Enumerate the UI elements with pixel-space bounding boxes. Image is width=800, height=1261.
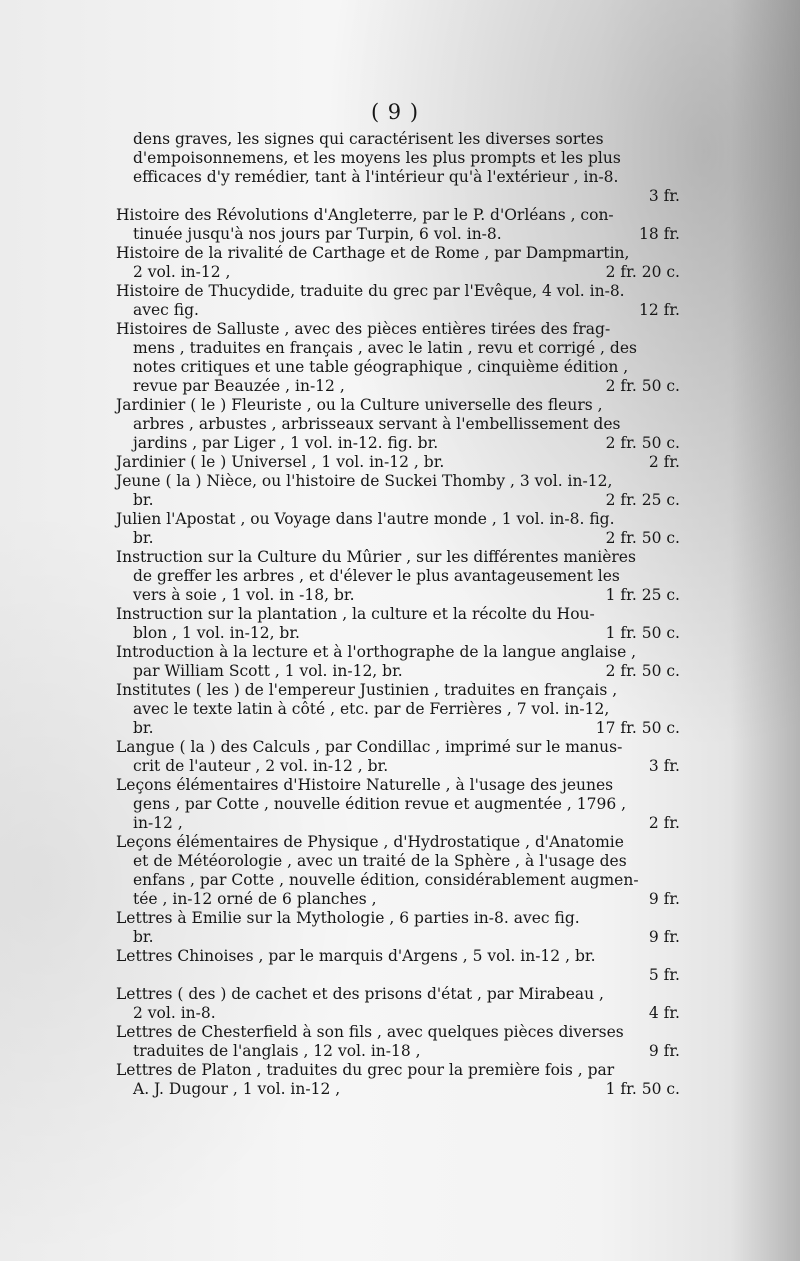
entry-text: Jardinier ( le ) Fleuriste , ou la Culture universelle des fleurs , bbox=[116, 396, 603, 414]
entry-text: Lettres de Chesterfield à son fils , avec quelques pièces diverses bbox=[116, 1023, 624, 1041]
catalog-entry bbox=[116, 738, 680, 776]
entry-continuation-line bbox=[116, 168, 680, 187]
entry-text: Jardinier ( le ) Universel , 1 vol. in-12 , br. bbox=[116, 453, 445, 471]
catalog-entry bbox=[116, 776, 680, 833]
entry-title-line bbox=[116, 472, 680, 491]
entry-price: 1 fr. 50 c. bbox=[605, 624, 680, 642]
entry-continuation-line bbox=[116, 757, 680, 776]
entry-text: br. bbox=[133, 719, 154, 737]
catalog-entry bbox=[116, 1061, 680, 1099]
entry-text: Leçons élémentaires de Physique , d'Hydrostatique , d'Anatomie bbox=[116, 833, 624, 851]
entry-price: 3 fr. bbox=[648, 757, 680, 775]
entry-text: enfans , par Cotte , nouvelle édition, considérablement augmen- bbox=[133, 871, 639, 889]
entry-title-line bbox=[116, 947, 680, 966]
entry-text: mens , traduites en français , avec le latin , revu et corrigé , des bbox=[133, 339, 637, 357]
entry-continuation-line bbox=[116, 871, 680, 890]
catalog-entry bbox=[116, 206, 680, 244]
entry-text: vers à soie , 1 vol. in -18, br. bbox=[133, 586, 355, 604]
entry-price: 12 fr. bbox=[638, 301, 680, 319]
entry-text: notes critiques et une table géographique , cinquième édition , bbox=[133, 358, 629, 376]
entry-title-line bbox=[116, 282, 680, 301]
entry-price: 2 fr. 50 c. bbox=[605, 662, 680, 680]
entry-text: br. bbox=[133, 928, 154, 946]
entry-text: crit de l'auteur , 2 vol. in-12 , br. bbox=[133, 757, 389, 775]
entry-continuation-line bbox=[116, 358, 680, 377]
entry-text: jardins , par Liger , 1 vol. in-12. fig. br. bbox=[133, 434, 439, 452]
catalog-entry bbox=[116, 510, 680, 548]
entry-title-line bbox=[116, 320, 680, 339]
entry-price: 9 fr. bbox=[648, 928, 680, 946]
entry-price: 2 fr. bbox=[648, 814, 680, 832]
entry-text: tinuée jusqu'à nos jours par Turpin, 6 vol. in-8. bbox=[133, 225, 502, 243]
entry-text: A. J. Dugour , 1 vol. in-12 , bbox=[133, 1080, 341, 1098]
catalog-entry bbox=[116, 244, 680, 282]
entry-text: par William Scott , 1 vol. in-12, br. bbox=[133, 662, 403, 680]
entry-price: 17 fr. 50 c. bbox=[595, 719, 680, 737]
entry-text: arbres , arbustes , arbrisseaux servant à l'embellissement des bbox=[133, 415, 621, 433]
entry-text: blon , 1 vol. in-12, br. bbox=[133, 624, 300, 642]
entry-title-line bbox=[116, 206, 680, 225]
entry-text: Introduction à la lecture et à l'orthographe de la langue anglaise , bbox=[116, 643, 637, 661]
page-number: ( 9 ) bbox=[370, 100, 420, 124]
catalog-text bbox=[116, 130, 680, 1099]
entry-price: 5 fr. bbox=[648, 966, 680, 984]
entry-price: 18 fr. bbox=[638, 225, 680, 243]
entry-price: 4 fr. bbox=[648, 1004, 680, 1022]
entry-text: Lettres de Platon , traduites du grec pour la première fois , par bbox=[116, 1061, 615, 1079]
entry-title-line bbox=[116, 985, 680, 1004]
entry-continuation-line bbox=[116, 586, 680, 605]
entry-continuation-line bbox=[116, 1080, 680, 1099]
entry-title-line bbox=[116, 396, 680, 415]
catalog-entry bbox=[116, 396, 680, 453]
catalog-entry bbox=[116, 947, 680, 985]
entry-title-line bbox=[116, 681, 680, 700]
entry-continuation-line bbox=[116, 434, 680, 453]
catalog-entry bbox=[116, 320, 680, 396]
entry-price: 1 fr. 25 c. bbox=[605, 586, 680, 604]
catalog-entry bbox=[116, 681, 680, 738]
entry-text: d'empoisonnemens, et les moyens les plus prompts et les plus bbox=[133, 149, 621, 167]
entry-text: Histoire de la rivalité de Carthage et de Rome , par Dampmartin, bbox=[116, 244, 630, 262]
entry-price: 9 fr. bbox=[648, 890, 680, 908]
entry-price: 2 fr. 50 c. bbox=[605, 377, 680, 395]
entry-text: Lettres à Emilie sur la Mythologie , 6 parties in-8. avec fig. bbox=[116, 909, 580, 927]
entry-continuation-line bbox=[116, 149, 680, 168]
catalog-entry bbox=[116, 130, 680, 206]
entry-text: 2 vol. in-12 , bbox=[133, 263, 231, 281]
entry-title-line bbox=[116, 776, 680, 795]
entry-text: et de Météorologie , avec un traité de la Sphère , à l'usage des bbox=[133, 852, 627, 870]
entry-continuation-line bbox=[116, 263, 680, 282]
entry-title-line bbox=[116, 833, 680, 852]
entry-text: br. bbox=[133, 529, 154, 547]
entry-text: tée , in-12 orné de 6 planches , bbox=[133, 890, 377, 908]
entry-continuation-line bbox=[116, 700, 680, 719]
entry-text: Leçons élémentaires d'Histoire Naturelle , à l'usage des jeunes bbox=[116, 776, 614, 794]
entry-title-line bbox=[116, 1023, 680, 1042]
entry-text: Institutes ( les ) de l'empereur Justinien , traduites en français , bbox=[116, 681, 618, 699]
entry-price: 2 fr. bbox=[648, 453, 680, 471]
catalog-entry bbox=[116, 472, 680, 510]
entry-continuation-line bbox=[116, 1042, 680, 1061]
entry-text: Instruction sur la plantation , la culture et la récolte du Hou- bbox=[116, 605, 595, 623]
entry-text: Lettres ( des ) de cachet et des prisons d'état , par Mirabeau , bbox=[116, 985, 604, 1003]
entry-text: efficaces d'y remédier, tant à l'intérieur qu'à l'extérieur , in-8. bbox=[133, 168, 619, 186]
entry-price: 2 fr. 20 c. bbox=[605, 263, 680, 281]
entry-continuation-line bbox=[116, 529, 680, 548]
entry-title-line bbox=[116, 130, 680, 149]
entry-text: revue par Beauzée , in-12 , bbox=[133, 377, 345, 395]
entry-title-line bbox=[116, 453, 680, 472]
entry-title-line bbox=[116, 1061, 680, 1080]
entry-title-line bbox=[116, 909, 680, 928]
page-gutter-shadow bbox=[730, 0, 800, 1261]
entry-price-line bbox=[116, 966, 680, 985]
entry-title-line bbox=[116, 738, 680, 757]
catalog-entry bbox=[116, 643, 680, 681]
entry-continuation-line bbox=[116, 890, 680, 909]
entry-text: 2 vol. in-8. bbox=[133, 1004, 216, 1022]
catalog-entry bbox=[116, 282, 680, 320]
entry-price: 2 fr. 25 c. bbox=[605, 491, 680, 509]
catalog-entry bbox=[116, 1023, 680, 1061]
entry-continuation-line bbox=[116, 624, 680, 643]
catalog-entry bbox=[116, 453, 680, 472]
entry-price: 3 fr. bbox=[648, 187, 680, 205]
entry-continuation-line bbox=[116, 377, 680, 396]
entry-continuation-line bbox=[116, 415, 680, 434]
entry-continuation-line bbox=[116, 795, 680, 814]
entry-title-line bbox=[116, 605, 680, 624]
entry-continuation-line bbox=[116, 225, 680, 244]
entry-continuation-line bbox=[116, 301, 680, 320]
entry-text: Lettres Chinoises , par le marquis d'Argens , 5 vol. in-12 , br. bbox=[116, 947, 596, 965]
entry-continuation-line bbox=[116, 339, 680, 358]
catalog-entry bbox=[116, 909, 680, 947]
entry-text: de greffer les arbres , et d'élever le plus avantageusement les bbox=[133, 567, 620, 585]
entry-text: in-12 , bbox=[133, 814, 183, 832]
entry-text: traduites de l'anglais , 12 vol. in-18 , bbox=[133, 1042, 421, 1060]
entry-text: avec le texte latin à côté , etc. par de Ferrières , 7 vol. in-12, bbox=[133, 700, 610, 718]
entry-continuation-line bbox=[116, 719, 680, 738]
catalog-entry bbox=[116, 833, 680, 909]
entry-title-line bbox=[116, 510, 680, 529]
entry-text: br. bbox=[133, 491, 154, 509]
entry-price: 2 fr. 50 c. bbox=[605, 434, 680, 452]
entry-text: Julien l'Apostat , ou Voyage dans l'autre monde , 1 vol. in-8. fig. bbox=[116, 510, 615, 528]
entry-text: dens graves, les signes qui caractérisent les diverses sortes bbox=[133, 130, 604, 148]
entry-price: 1 fr. 50 c. bbox=[605, 1080, 680, 1098]
entry-continuation-line bbox=[116, 814, 680, 833]
entry-text: gens , par Cotte , nouvelle édition revue et augmentée , 1796 , bbox=[133, 795, 627, 813]
entry-text: Histoire de Thucydide, traduite du grec par l'Evêque, 4 vol. in-8. bbox=[116, 282, 625, 300]
entry-title-line bbox=[116, 548, 680, 567]
catalog-entry bbox=[116, 985, 680, 1023]
entry-continuation-line bbox=[116, 1004, 680, 1023]
entry-continuation-line bbox=[116, 567, 680, 586]
entry-text: Instruction sur la Culture du Mûrier , sur les différentes manières bbox=[116, 548, 636, 566]
entry-price-line bbox=[116, 187, 680, 206]
entry-text: Histoire des Révolutions d'Angleterre, par le P. d'Orléans , con- bbox=[116, 206, 614, 224]
entry-continuation-line bbox=[116, 662, 680, 681]
entry-text: avec fig. bbox=[133, 301, 199, 319]
entry-text: Jeune ( la ) Nièce, ou l'histoire de Suckei Thomby , 3 vol. in-12, bbox=[116, 472, 613, 490]
entry-continuation-line bbox=[116, 852, 680, 871]
entry-price: 2 fr. 50 c. bbox=[605, 529, 680, 547]
entry-text: Langue ( la ) des Calculs , par Condillac , imprimé sur le manus- bbox=[116, 738, 623, 756]
entry-continuation-line bbox=[116, 491, 680, 510]
entry-price: 9 fr. bbox=[648, 1042, 680, 1060]
catalog-entry bbox=[116, 605, 680, 643]
catalog-entry bbox=[116, 548, 680, 605]
entry-text: Histoires de Salluste , avec des pièces entières tirées des frag- bbox=[116, 320, 611, 338]
entry-title-line bbox=[116, 244, 680, 263]
entry-continuation-line bbox=[116, 928, 680, 947]
entry-title-line bbox=[116, 643, 680, 662]
